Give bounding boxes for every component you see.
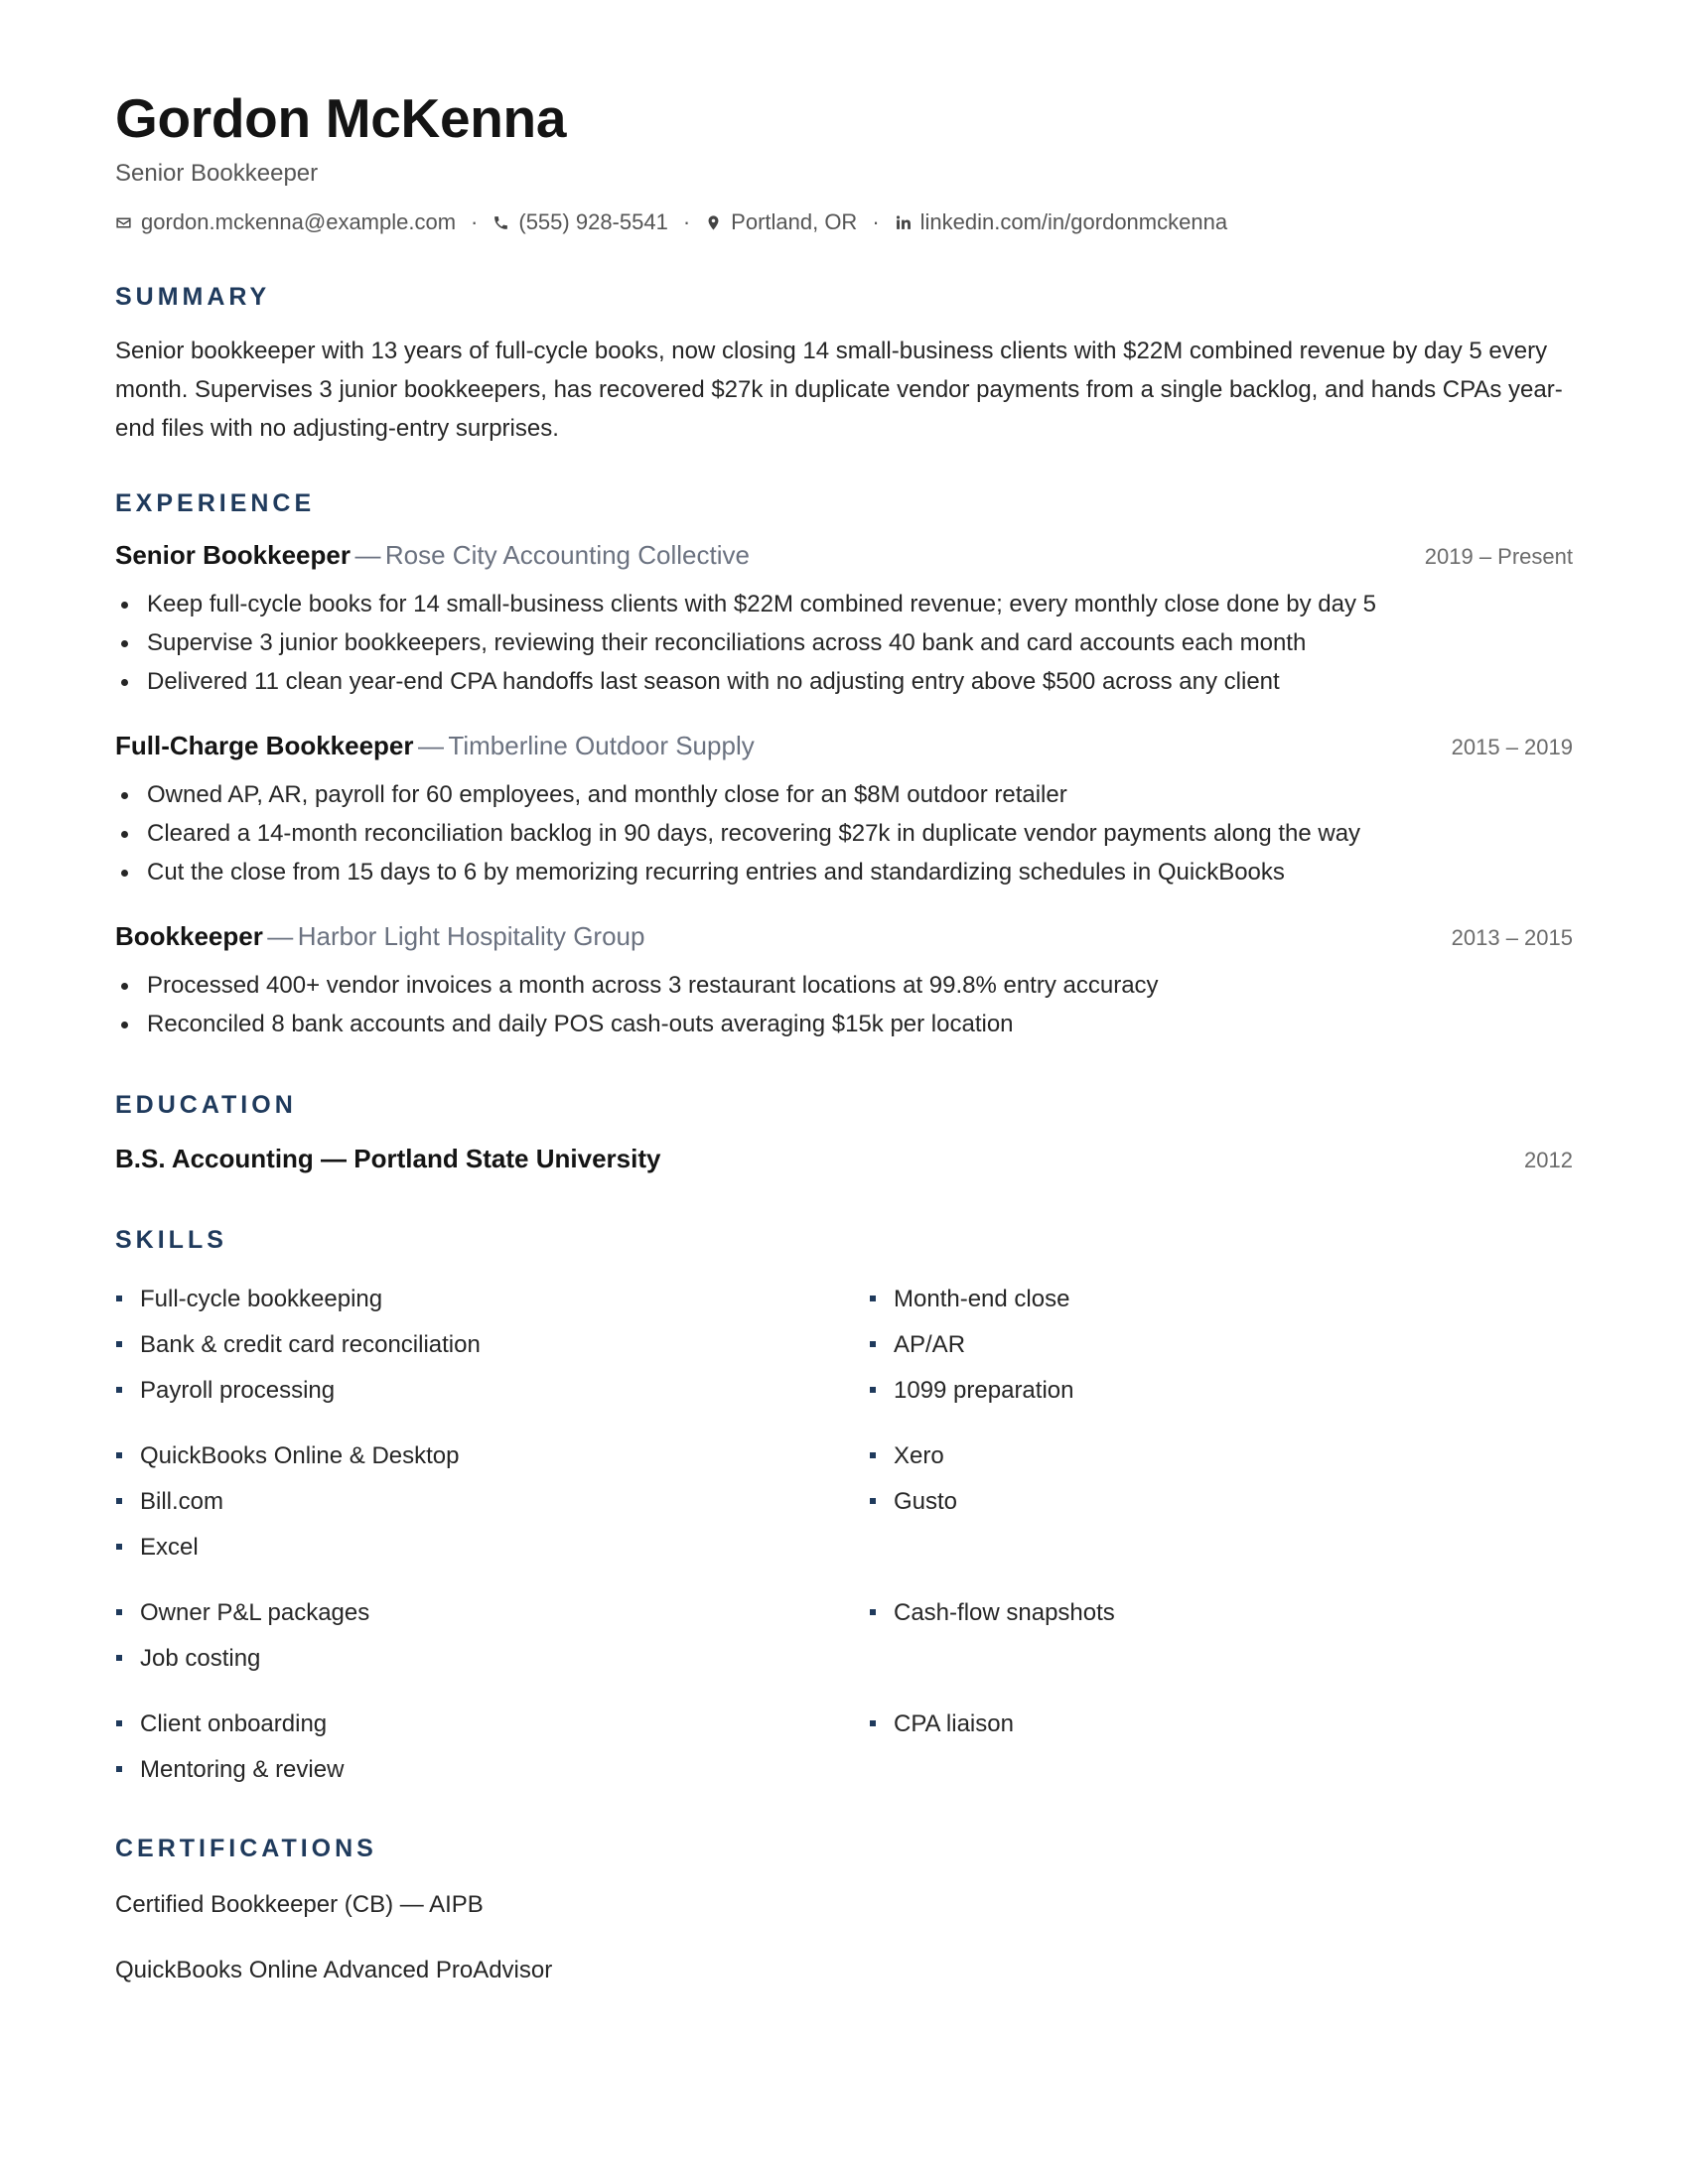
job-dates: 2019 – Present — [1424, 544, 1573, 570]
skill-group — [115, 1433, 1573, 1570]
phone-icon — [492, 214, 509, 231]
job-dates: 2015 – 2019 — [1451, 735, 1573, 760]
job-bullet: Owned AP, AR, payroll for 60 employees, and monthly close for an $8M outdoor retailer — [115, 775, 1573, 814]
job-bullet: Processed 400+ vendor invoices a month across 3 restaurant locations at 99.8% entry accuracy — [115, 966, 1573, 1005]
job-dash: — — [417, 731, 444, 761]
skill-item: Job costing — [115, 1636, 869, 1682]
skill-item: Bank & credit card reconciliation — [115, 1322, 869, 1368]
skill-item: 1099 preparation — [869, 1368, 1465, 1414]
job-company: Rose City Accounting Collective — [384, 540, 750, 571]
job-role: Bookkeeper — [115, 921, 263, 952]
linkedin-icon — [895, 214, 912, 231]
job-company: Harbor Light Hospitality Group — [297, 921, 645, 952]
candidate-headline: Senior Bookkeeper — [115, 160, 319, 188]
contact-linkedin[interactable] — [895, 209, 1227, 235]
experience-heading: EXPERIENCE — [115, 489, 316, 518]
skill-item: Xero — [869, 1433, 1465, 1479]
skill-item: Owner P&L packages — [115, 1590, 869, 1636]
map-pin-icon — [705, 214, 722, 231]
skill-group — [115, 1590, 1573, 1682]
contact-separator: · — [872, 209, 880, 235]
job-bullet: Cleared a 14-month reconciliation backlog in 90 days, recovering $27k in duplicate vendor payments along the way — [115, 814, 1573, 853]
skill-item: Mentoring & review — [115, 1747, 869, 1793]
certification-item: QuickBooks Online Advanced ProAdvisor — [115, 1957, 553, 1984]
job-bullets — [115, 775, 1573, 891]
job-entry — [115, 921, 1573, 1043]
contact-phone-text: (555) 928-5541 — [518, 209, 668, 235]
job-bullets — [115, 966, 1573, 1043]
job-bullet: Reconciled 8 bank accounts and daily POS cash-outs averaging $15k per location — [115, 1005, 1573, 1043]
candidate-name: Gordon McKenna — [115, 87, 567, 149]
job-role: Senior Bookkeeper — [115, 540, 351, 571]
job-dates: 2013 – 2015 — [1451, 925, 1573, 951]
contact-separator: · — [471, 209, 479, 235]
skill-item: Client onboarding — [115, 1702, 869, 1747]
job-dash: — — [267, 921, 294, 952]
skill-item: Bill.com — [115, 1479, 869, 1525]
job-entry — [115, 731, 1573, 891]
education-degree: B.S. Accounting — Portland State University — [115, 1144, 661, 1174]
skill-item: CPA liaison — [869, 1702, 1465, 1747]
contact-location-text: Portland, OR — [731, 209, 858, 235]
skill-group — [115, 1277, 1573, 1414]
job-dash: — — [354, 540, 381, 571]
job-bullet: Delivered 11 clean year-end CPA handoffs last season with no adjusting entry above $500 across any client — [115, 662, 1573, 701]
certification-item: Certified Bookkeeper (CB) — AIPB — [115, 1891, 484, 1919]
education-heading: EDUCATION — [115, 1091, 297, 1120]
skill-item: QuickBooks Online & Desktop — [115, 1433, 869, 1479]
job-entry — [115, 540, 1573, 701]
job-bullet: Keep full-cycle books for 14 small-business clients with $22M combined revenue; every monthly close done by day 5 — [115, 585, 1573, 623]
contact-separator: · — [682, 209, 691, 235]
job-company: Timberline Outdoor Supply — [448, 731, 755, 761]
contact-phone[interactable] — [492, 209, 667, 235]
job-bullets — [115, 585, 1573, 701]
job-role: Full-Charge Bookkeeper — [115, 731, 414, 761]
skill-item: Excel — [115, 1525, 869, 1570]
skill-item: AP/AR — [869, 1322, 1465, 1368]
skill-item: Month-end close — [869, 1277, 1465, 1322]
skill-item: Full-cycle bookkeeping — [115, 1277, 869, 1322]
contact-location — [705, 209, 857, 235]
skill-group — [115, 1702, 1573, 1793]
skills-heading: SKILLS — [115, 1226, 227, 1255]
summary-heading: SUMMARY — [115, 283, 271, 312]
contact-bar — [115, 209, 1573, 235]
mail-icon — [115, 214, 132, 231]
job-bullet: Supervise 3 junior bookkeepers, reviewing their reconciliations across 40 bank and card accounts each month — [115, 623, 1573, 662]
contact-linkedin-text: linkedin.com/in/gordonmckenna — [919, 209, 1228, 235]
skill-item: Cash-flow snapshots — [869, 1590, 1465, 1636]
contact-email-text: gordon.mckenna@example.com — [141, 209, 457, 235]
education-year: 2012 — [1524, 1148, 1573, 1173]
summary-text: Senior bookkeeper with 13 years of full-cycle books, now closing 14 small-business clients with $22M combined revenue by day 5 every month. Supervises 3 junior bookkeepers, has recovered $27k in duplicate vendor payments from a single backlog, and hands CPAs year-end files with no adjusting-entry surprises. — [115, 338, 1563, 443]
job-bullet: Cut the close from 15 days to 6 by memorizing recurring entries and standardizing schedules in QuickBooks — [115, 853, 1573, 891]
skill-item: Payroll processing — [115, 1368, 869, 1414]
certifications-heading: CERTIFICATIONS — [115, 1835, 377, 1863]
education-entry — [115, 1144, 1573, 1174]
contact-email[interactable] — [115, 209, 456, 235]
skill-item: Gusto — [869, 1479, 1465, 1525]
